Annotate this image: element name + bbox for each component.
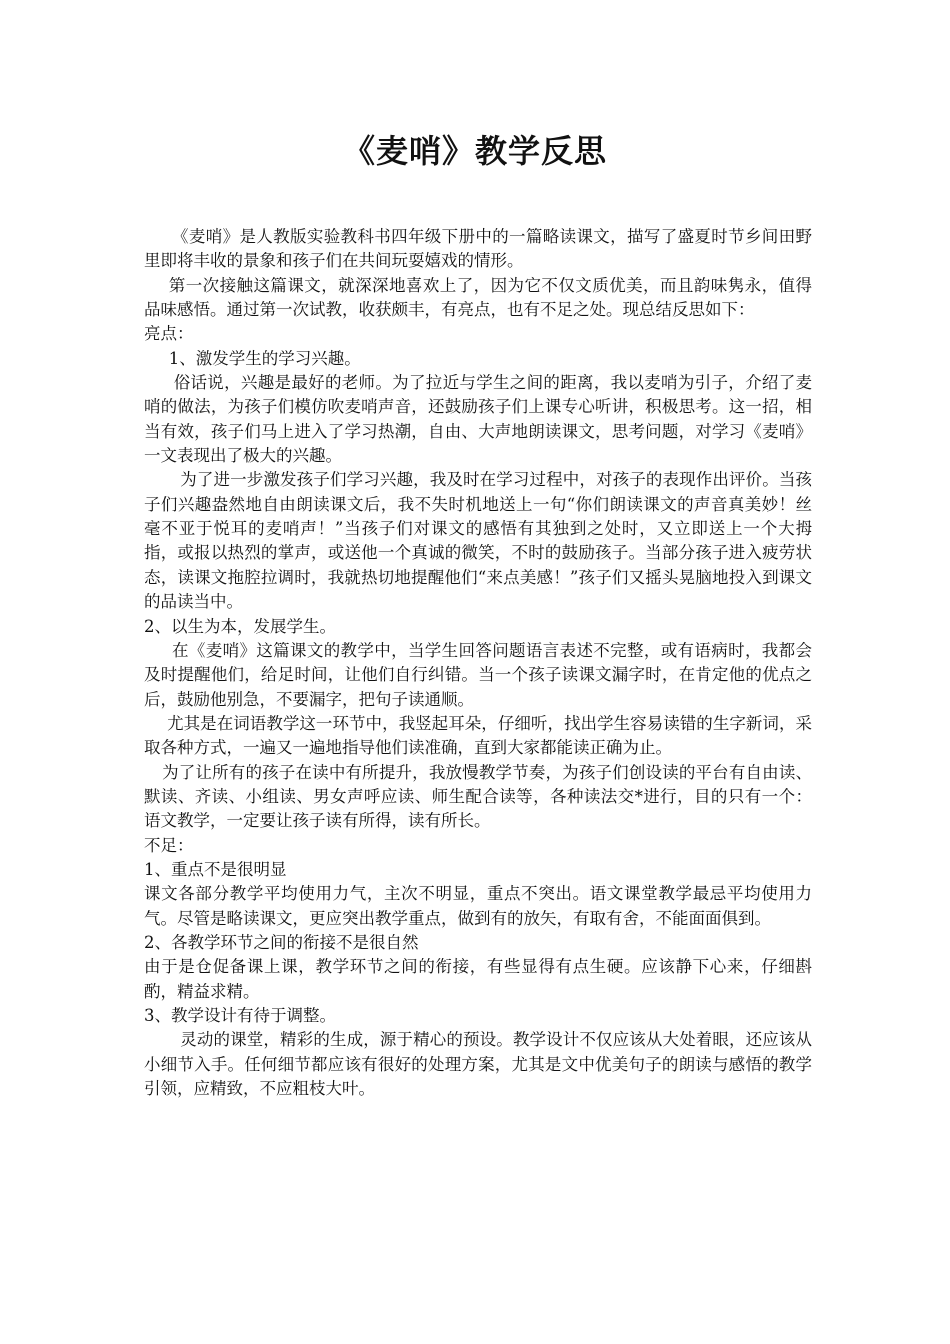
paragraph-focus: 课文各部分教学平均使用力气，主次不明显，重点不突出。语文课堂教学最忌平均使用力气。尽管是略读课文，更应突出教学重点，做到有的放矢，有取有舍，不能面面俱到。: [144, 884, 812, 928]
subheading-focus: 1、重点不是很明显: [144, 859, 287, 879]
subheading-transitions: 2、各教学环节之间的衔接不是很自然: [144, 932, 419, 952]
paragraph-interest-2: 为了进一步激发孩子们学习兴趣，我及时在学习过程中，对孩子的表现作出评价。当孩子们兴趣盎然地自由朗读课文后，我不失时机地送上一句“你们朗读课文的声音真美妙！丝毫不亚于悦耳的麦哨声！”当孩子们对课文的感悟有其独到之处时，又立即送上一个大拇指，或报以热烈的掌声，或送他一个真诚的微笑，不时的鼓励孩子。当部分孩子进入疲劳状态，读课文拖腔拉调时，我就热切地提醒他们“来点美感！”孩子们又摇头晃脑地投入到课文的品读当中。: [144, 470, 812, 612]
subheading-interest: 1、激发学生的学习兴趣。: [168, 348, 361, 368]
paragraph-design: 灵动的课堂，精彩的生成，源于精心的预设。教学设计不仅应该从大处着眼，还应该从小细节入手。任何细节都应该有很好的处理方案，尤其是文中优美句子的朗读与感悟的教学引领，应精致，不应粗枝大叶。: [144, 1030, 812, 1099]
document-body: [144, 225, 812, 1101]
subheading-design: 3、教学设计有待于调整。: [144, 1006, 336, 1025]
heading-shortcomings: 不足：: [144, 835, 194, 855]
paragraph-transitions: 由于是仓促备课上课，教学环节之间的衔接，有些显得有点生硬。应该静下心来，仔细斟酌，精益求精。: [144, 957, 812, 1001]
paragraph-interest-1: 俗话说，兴趣是最好的老师。为了拉近与学生之间的距离，我以麦哨为引子，介绍了麦哨的做法，为孩子们模仿吹麦哨声音，还鼓励孩子们上课专心听讲，积极思考。这一招，相当有效，孩子们马上进入了学习热潮，自由、大声地朗读课文，思考问题，对学习《麦哨》一文表现出了极大的兴趣。: [144, 373, 812, 466]
paragraph-student-centered-1: 在《麦哨》这篇课文的教学中，当学生回答问题语言表述不完整，或有语病时，我都会及时提醒他们，给足时间，让他们自行纠错。当一个孩子读课文漏字时，在肯定他的优点之后，鼓励他别急，不要漏字，把句子读通顺。: [144, 640, 812, 709]
paragraph-student-centered-2: 尤其是在词语教学这一环节中，我竖起耳朵，仔细听，找出学生容易读错的生字新词，采取各种方式，一遍又一遍地指导他们读准确，直到大家都能读正确为止。: [144, 713, 812, 758]
subheading-student-centered: 2、以生为本，发展学生。: [144, 616, 336, 636]
page-title: 《麦哨》教学反思: [342, 132, 607, 170]
heading-highlights: 亮点：: [144, 324, 194, 344]
paragraph-student-centered-3: 为了让所有的孩子在读中有所提升，我放慢教学节奏，为孩子们创设读的平台有自由读、默读、齐读、小组读、男女声呼应读、师生配合读等，各种读法交*进行，目的只有一个：语文教学，一定要让孩子读有所得，读有所长。: [144, 762, 812, 831]
paragraph-intro: 《麦哨》是人教版实验教科书四年级下册中的一篇略读课文，描写了盛夏时节乡间田野里即将丰收的景象和孩子们在共间玩耍嬉戏的情形。: [144, 227, 812, 271]
paragraph-first-contact: 第一次接触这篇课文，就深深地喜欢上了，因为它不仅文质优美，而且韵味隽永，值得品味感悟。通过第一次试教，收获颇丰，有亮点，也有不足之处。现总结反思如下：: [144, 275, 812, 320]
